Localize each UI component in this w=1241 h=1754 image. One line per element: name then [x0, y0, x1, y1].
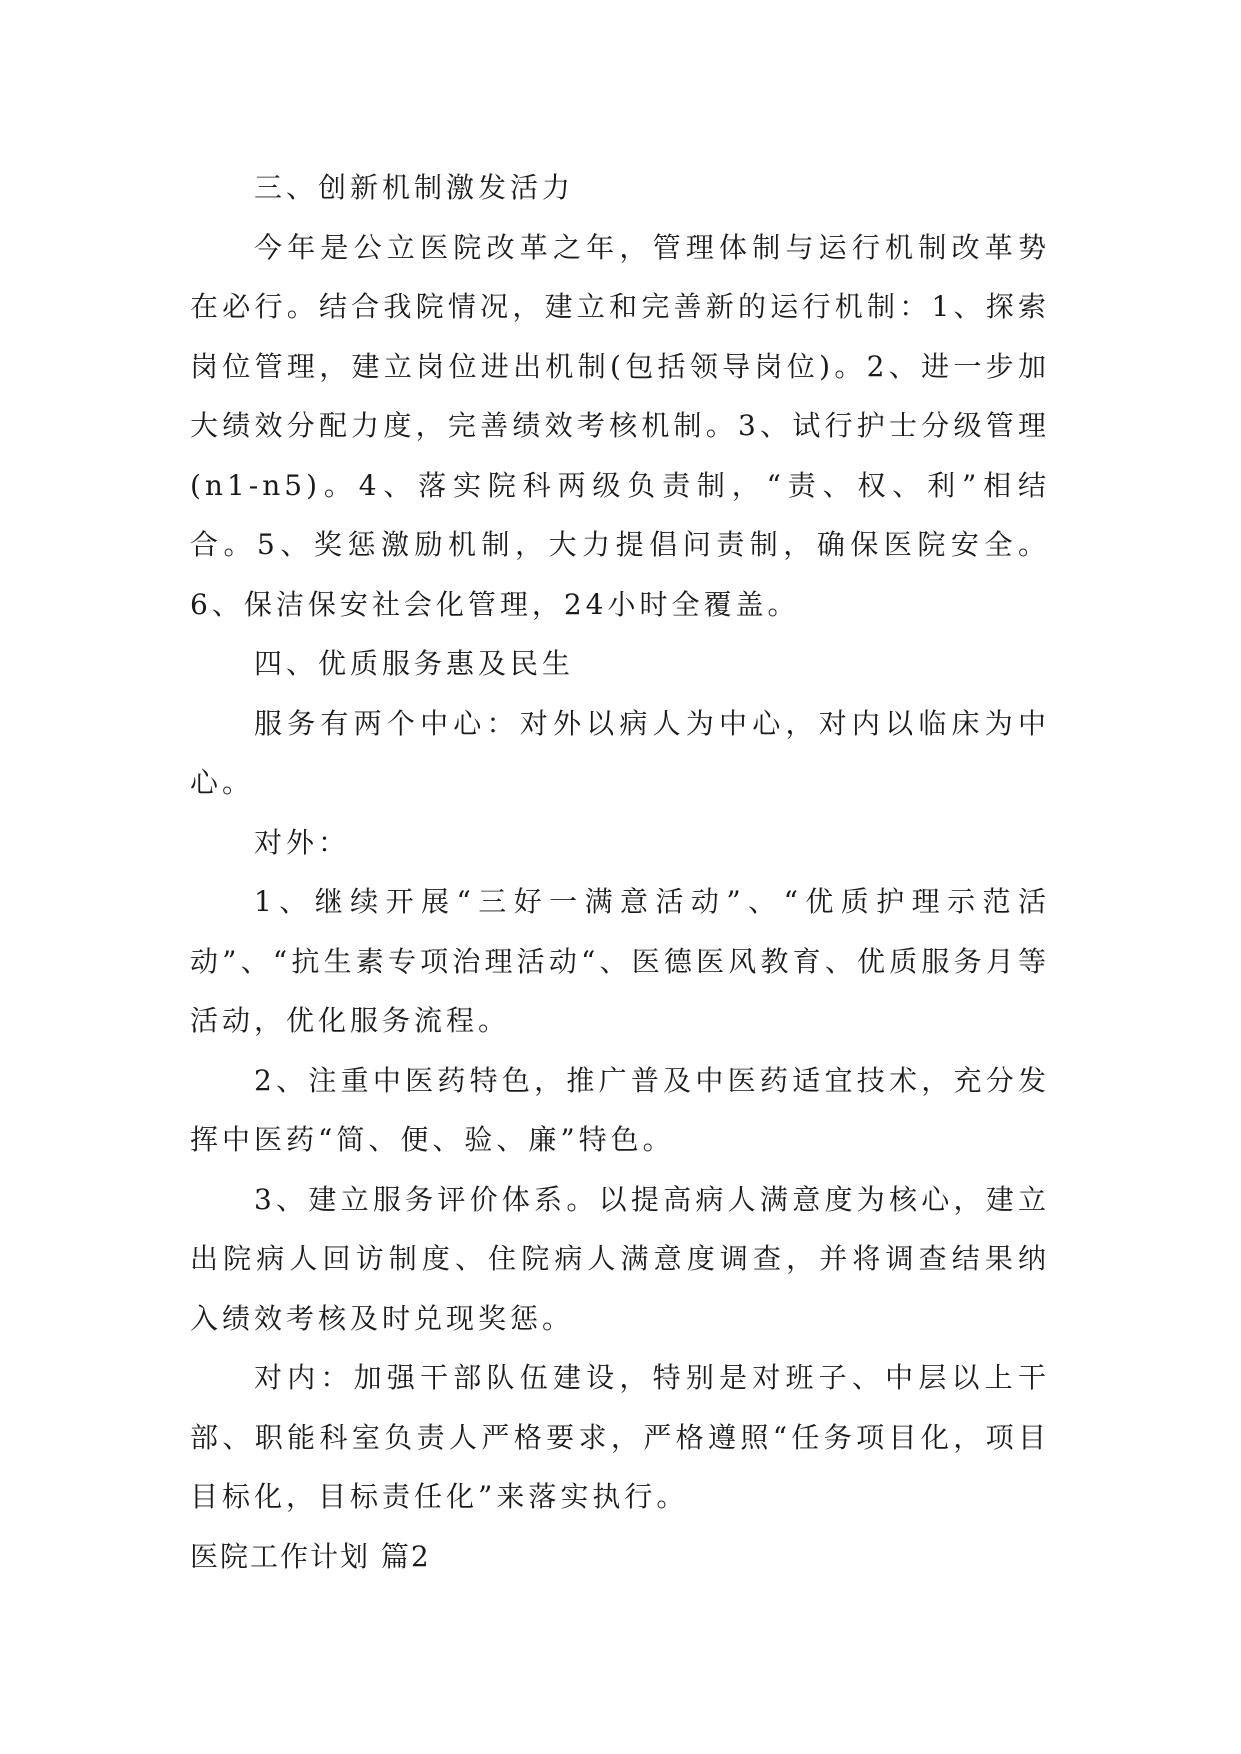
next-section-title: 医院工作计划 篇2 — [190, 1539, 431, 1573]
subheading-external: 对外： — [254, 825, 351, 859]
section-heading-4: 四、优质服务惠及民生 — [254, 647, 575, 680]
list-item: 1、继续开展“三好一满意活动”、“优质护理示范活动”、“抗生素专项治理活动“、医德医风教育、优质服务月等活动，优化服务流程。 — [190, 885, 1050, 1037]
list-item: 3、建立服务评价体系。以提高病人满意度为核心，建立出院病人回访制度、住院病人满意度调查，并将调查结果纳入绩效考核及时兑现奖惩。 — [190, 1182, 1050, 1335]
list-item: 2、注重中医药特色，推广普及中医药适宜技术，充分发挥中医药“简、便、验、廉”特色。 — [190, 1063, 1050, 1156]
document-body — [190, 158, 1050, 1586]
body-paragraph: 对内：加强干部队伍建设，特别是对班子、中层以上干部、职能科室负责人严格要求，严格遵照“任务项目化，项目目标化，目标责任化”来落实执行。 — [190, 1361, 1050, 1513]
body-paragraph: 今年是公立医院改革之年，管理体制与运行机制改革势在必行。结合我院情况，建立和完善新的运行机制：1、探索岗位管理，建立岗位进出机制(包括领导岗位)。2、进一步加大绩效分配力度，完善绩效考核机制。3、试行护士分级管理(n1-n5)。4、落实院科两级负责制，“责、权、利”相结合。5、奖惩激励机制，大力提倡问责制，确保医院安全。6、保洁保安社会化管理，24小时全覆盖。 — [190, 230, 1050, 621]
section-heading-3: 三、创新机制激发活力 — [254, 171, 575, 204]
body-paragraph: 服务有两个中心：对外以病人为中心，对内以临床为中心。 — [190, 706, 1050, 799]
